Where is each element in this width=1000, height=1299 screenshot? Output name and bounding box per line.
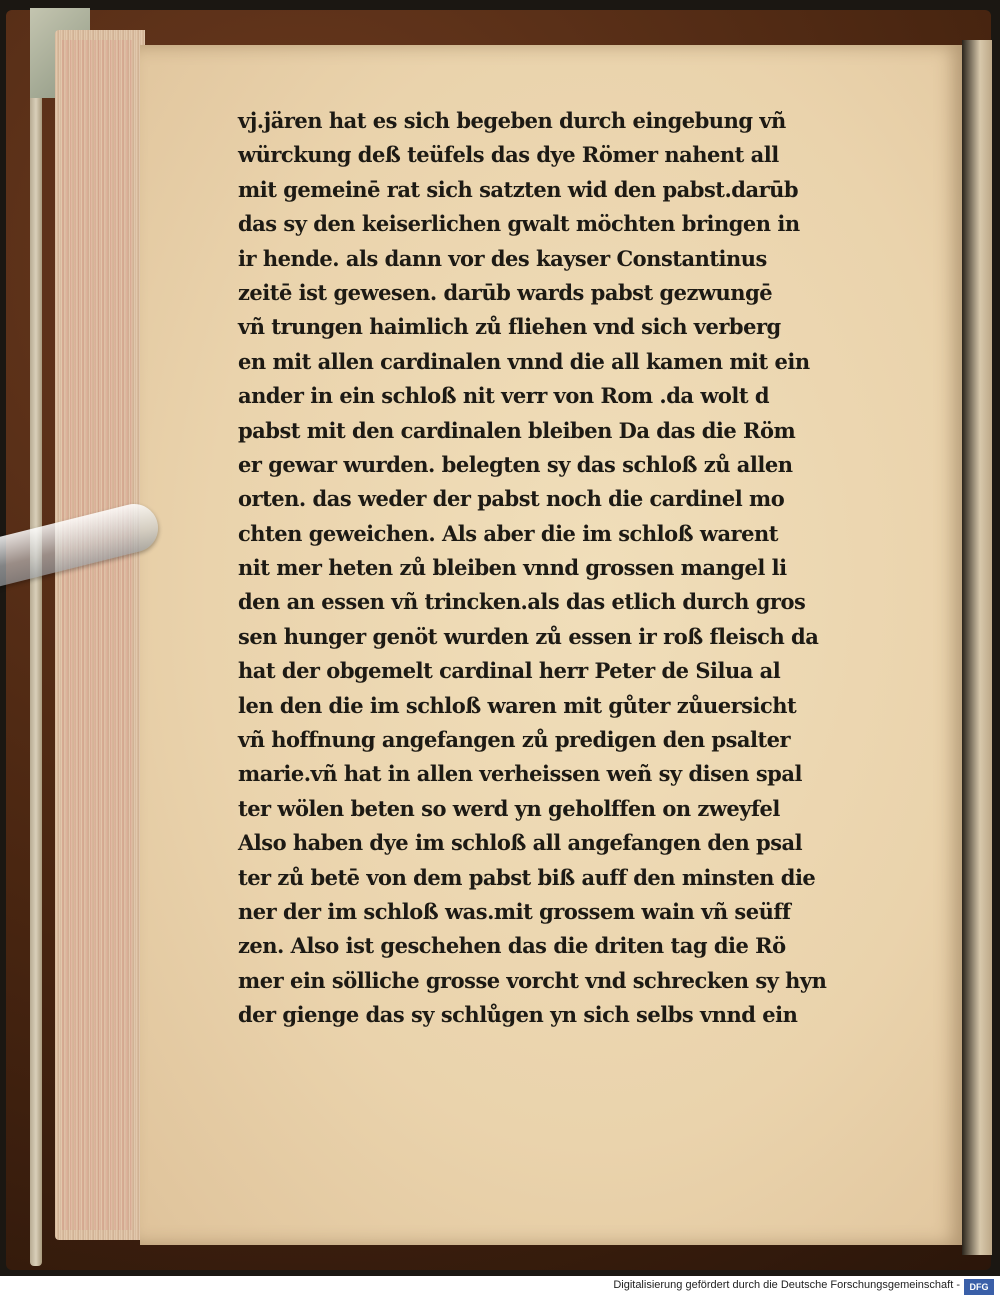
text-line: orten. das weder der pabst noch die cardinel mo: [238, 486, 785, 512]
text-line: ner der im schloß was.mit grossem wain vñ seüff: [238, 898, 791, 924]
page-gutter: [962, 40, 992, 1255]
text-line: das sy den keiserlichen gwalt möchten bringen in: [238, 211, 800, 237]
text-line: hat der obgemelt cardinal herr Peter de Silua al: [238, 658, 781, 684]
funding-credit: Digitalisierung gefördert durch die Deutsche Forschungsgemeinschaft -: [613, 1279, 960, 1291]
text-line: mer ein sölliche grosse vorcht vnd schrecken sy hyn: [238, 967, 827, 993]
text-line: ander in ein schloß nit verr von Rom .da wolt d: [238, 383, 770, 409]
text-line: Also haben dye im schloß all angefangen den psal: [238, 830, 803, 856]
cover-edge: [30, 8, 42, 1266]
text-line: der gienge das sy schlůgen yn sich selbs vnnd ein: [238, 1002, 798, 1028]
footer-bar: [0, 1276, 1000, 1299]
page-edge-tint: [62, 40, 132, 1230]
text-line: mit gemeinē rat sich satzten wid den pabst.darūb: [238, 176, 799, 202]
text-line: vñ hoffnung angefangen zů predigen den psalter: [238, 727, 791, 753]
text-line: würckung deß teüfels das dye Römer nahent all: [238, 142, 779, 168]
text-line: nit mer heten zů bleiben vnnd grossen mangel li: [238, 555, 787, 581]
text-line: ter zů betē von dem pabst biß auff den minsten die: [238, 864, 816, 890]
text-line: marie.vñ hat in allen verheissen weñ sy disen spal: [238, 761, 802, 787]
text-line: en mit allen cardinalen vnnd die all kamen mit ein: [238, 348, 810, 374]
text-line: zeitē ist gewesen. darūb wards pabst gezwungē: [238, 279, 773, 305]
text-line: chten geweichen. Als aber die im schloß warent: [238, 520, 778, 546]
text-line: er gewar wurden. belegten sy das schloß zů allen: [238, 451, 793, 477]
text-line: ir hende. als dann vor des kayser Constantinus: [238, 245, 767, 271]
dfg-logo: DFG: [964, 1279, 994, 1295]
text-line: den an essen vñ trincken.als das etlich durch gros: [238, 589, 806, 615]
text-line: ter wölen beten so werd yn geholffen on zweyfel: [238, 795, 780, 821]
text-line: pabst mit den cardinalen bleiben Da das die Röm: [238, 417, 796, 443]
text-line: vñ trungen haimlich zů fliehen vnd sich verberg: [238, 314, 781, 340]
text-line: sen hunger genöt wurden zů essen ir roß fleisch da: [238, 623, 819, 649]
text-line: vj.jären hat es sich begeben durch eingebung vñ: [238, 108, 786, 133]
text-line: zen. Also ist geschehen das die driten tag die Rö: [238, 933, 786, 959]
text-block: [238, 104, 918, 1033]
text-line: len den die im schloß waren mit gůter zůuersicht: [238, 692, 797, 718]
